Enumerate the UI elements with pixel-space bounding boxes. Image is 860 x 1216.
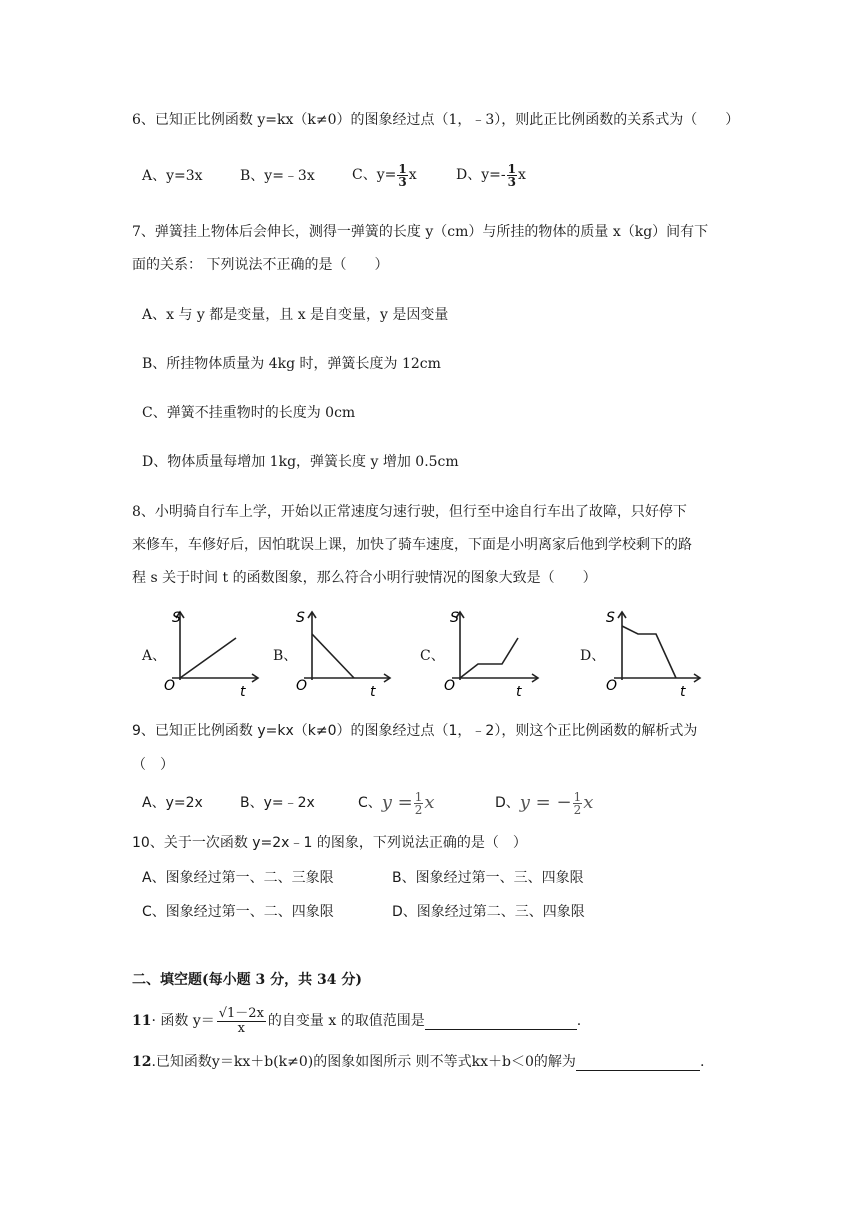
q6-option-a: A、y=3x: [142, 168, 203, 184]
q9-option-a: A、y=2x: [142, 795, 203, 811]
q11-number: 11: [132, 1013, 152, 1029]
q12-end: .: [699, 1054, 705, 1070]
q9-option-c-lhs: y =: [381, 792, 413, 813]
q6-option-d-numerator: 1: [507, 161, 516, 176]
q12-text: .已知函数y＝kx＋b(k≠0)的图象如图所示 则不等式kx＋b＜0的解为: [151, 1054, 576, 1070]
q11-numerator: √1－2x: [218, 1005, 264, 1021]
q7-stem-line1: 7、弹簧挂上物体后会伸长，测得一弹簧的长度 y（cm）与所挂的物体的质量 x（kg）间有下: [132, 224, 709, 240]
q6-option-c-suffix: x: [408, 167, 417, 183]
q8-graph-c: [438, 608, 548, 700]
q9-option-c-denominator: 2: [414, 802, 423, 817]
axis-y-label: S: [606, 610, 615, 626]
q10-option-c: C、图象经过第一、二、四象限: [142, 904, 334, 920]
q6-option-c-numerator: 1: [398, 161, 407, 176]
q9-option-c-label: C、: [358, 795, 382, 811]
q9-option-c-numerator: 1: [414, 789, 423, 804]
q11-fraction: [217, 1007, 266, 1036]
q11-prefix: · 函数 y＝: [151, 1013, 215, 1029]
axis-y-label: S: [172, 610, 181, 626]
q6-option-b: B、y=﹣3x: [240, 168, 315, 184]
q8-graph-d-label: D、: [580, 648, 606, 664]
q12-number: 12: [132, 1054, 152, 1070]
q6-option-d-denominator: 3: [507, 174, 516, 189]
graph-a-curve: [180, 638, 236, 678]
q9-option-d: [495, 786, 593, 820]
q6-stem: 6、已知正比例函数 y=kx（k≠0）的图象经过点（1，﹣3），则此正比例函数的关系式为（ ）: [132, 112, 740, 128]
q11-end: .: [576, 1013, 582, 1029]
q9-option-b: B、y=﹣2x: [240, 795, 315, 811]
q6-option-d-fraction: [507, 163, 517, 188]
q8-graph-a: [158, 608, 268, 700]
q6-option-d: [456, 158, 526, 192]
q9-option-d-fraction: [573, 791, 583, 816]
q7-option-c: C、弹簧不挂重物时的长度为 0cm: [142, 405, 356, 421]
q8-stem-line2: 来修车，车修好后，因怕耽误上课，加快了骑车速度，下面是小明离家后他到学校剩下的路: [132, 537, 692, 553]
q8-graph-b-label: B、: [273, 648, 298, 664]
q9-stem-line2: （ ）: [132, 757, 174, 773]
graph-b-curve: [312, 634, 354, 678]
q8-graph-a-label: A、: [142, 648, 167, 664]
q8-stem-line1: 8、小明骑自行车上学，开始以正常速度匀速行驶，但行至中途自行车出了故障，只好停下: [132, 504, 687, 520]
q9-option-c-fraction: [414, 791, 424, 816]
q8-graph-b: [290, 608, 400, 700]
axis-x-label: t: [240, 684, 246, 700]
q9-option-c: [358, 786, 435, 820]
q9-option-d-var: x: [583, 792, 594, 813]
q7-option-b: B、所挂物体质量为 4kg 时，弹簧长度为 12cm: [142, 356, 441, 372]
q9-option-d-label: D、: [495, 795, 520, 811]
q9-option-d-numerator: 1: [573, 789, 582, 804]
q8-graph-d: [600, 608, 710, 700]
origin-label: O: [444, 678, 456, 694]
q11: [132, 1000, 581, 1042]
q11-denominator: x: [237, 1020, 245, 1036]
q12-answer-blank[interactable]: [576, 1054, 700, 1071]
q9-option-d-denominator: 2: [573, 802, 582, 817]
q9-option-d-lhs: y = −: [519, 792, 572, 813]
q10-stem: 10、关于一次函数 y=2x﹣1 的图象，下列说法正确的是（ ）: [132, 835, 527, 851]
q8-graph-c-label: C、: [420, 648, 445, 664]
axis-y-label: S: [296, 610, 305, 626]
q7-stem-line2: 面的关系： 下列说法不正确的是（ ）: [132, 257, 389, 273]
q7-option-d: D、物体质量每增加 1kg，弹簧长度 y 增加 0.5cm: [142, 454, 459, 470]
q6-option-c: [352, 158, 417, 192]
origin-label: O: [164, 678, 176, 694]
section-2-heading: 二、填空题(每小题 3 分，共 34 分): [132, 972, 362, 988]
q10-option-b: B、图象经过第一、三、四象限: [392, 870, 584, 886]
q9-option-c-var: x: [424, 792, 435, 813]
q7-option-a: A、x 与 y 都是变量，且 x 是自变量，y 是因变量: [142, 307, 449, 323]
axis-x-label: t: [370, 684, 376, 700]
q11-answer-blank[interactable]: [425, 1013, 577, 1030]
q6-option-c-fraction: [397, 163, 407, 188]
q6-option-c-prefix: C、y=: [352, 167, 397, 183]
q10-option-d: D、图象经过第二、三、四象限: [392, 904, 585, 920]
axis-x-label: t: [516, 684, 522, 700]
q11-suffix: 的自变量 x 的取值范围是: [267, 1013, 425, 1029]
q8-stem-line3: 程 s 关于时间 t 的函数图象，那么符合小明行驶情况的图象大致是（ ）: [132, 570, 597, 586]
graph-d-curve: [622, 626, 676, 678]
q10-option-a: A、图象经过第一、二、三象限: [142, 870, 334, 886]
graph-c-curve: [460, 638, 518, 678]
origin-label: O: [606, 678, 618, 694]
q6-option-d-prefix: D、y=-: [456, 167, 506, 183]
q6-option-c-denominator: 3: [398, 174, 407, 189]
q9-stem-line1: 9、已知正比例函数 y=kx（k≠0）的图象经过点（1，﹣2），则这个正比例函数的解析式为: [132, 723, 698, 739]
axis-x-label: t: [680, 684, 686, 700]
q6-option-d-suffix: x: [517, 167, 526, 183]
axis-y-label: S: [450, 610, 459, 626]
origin-label: O: [296, 678, 308, 694]
q12: [132, 1052, 704, 1072]
